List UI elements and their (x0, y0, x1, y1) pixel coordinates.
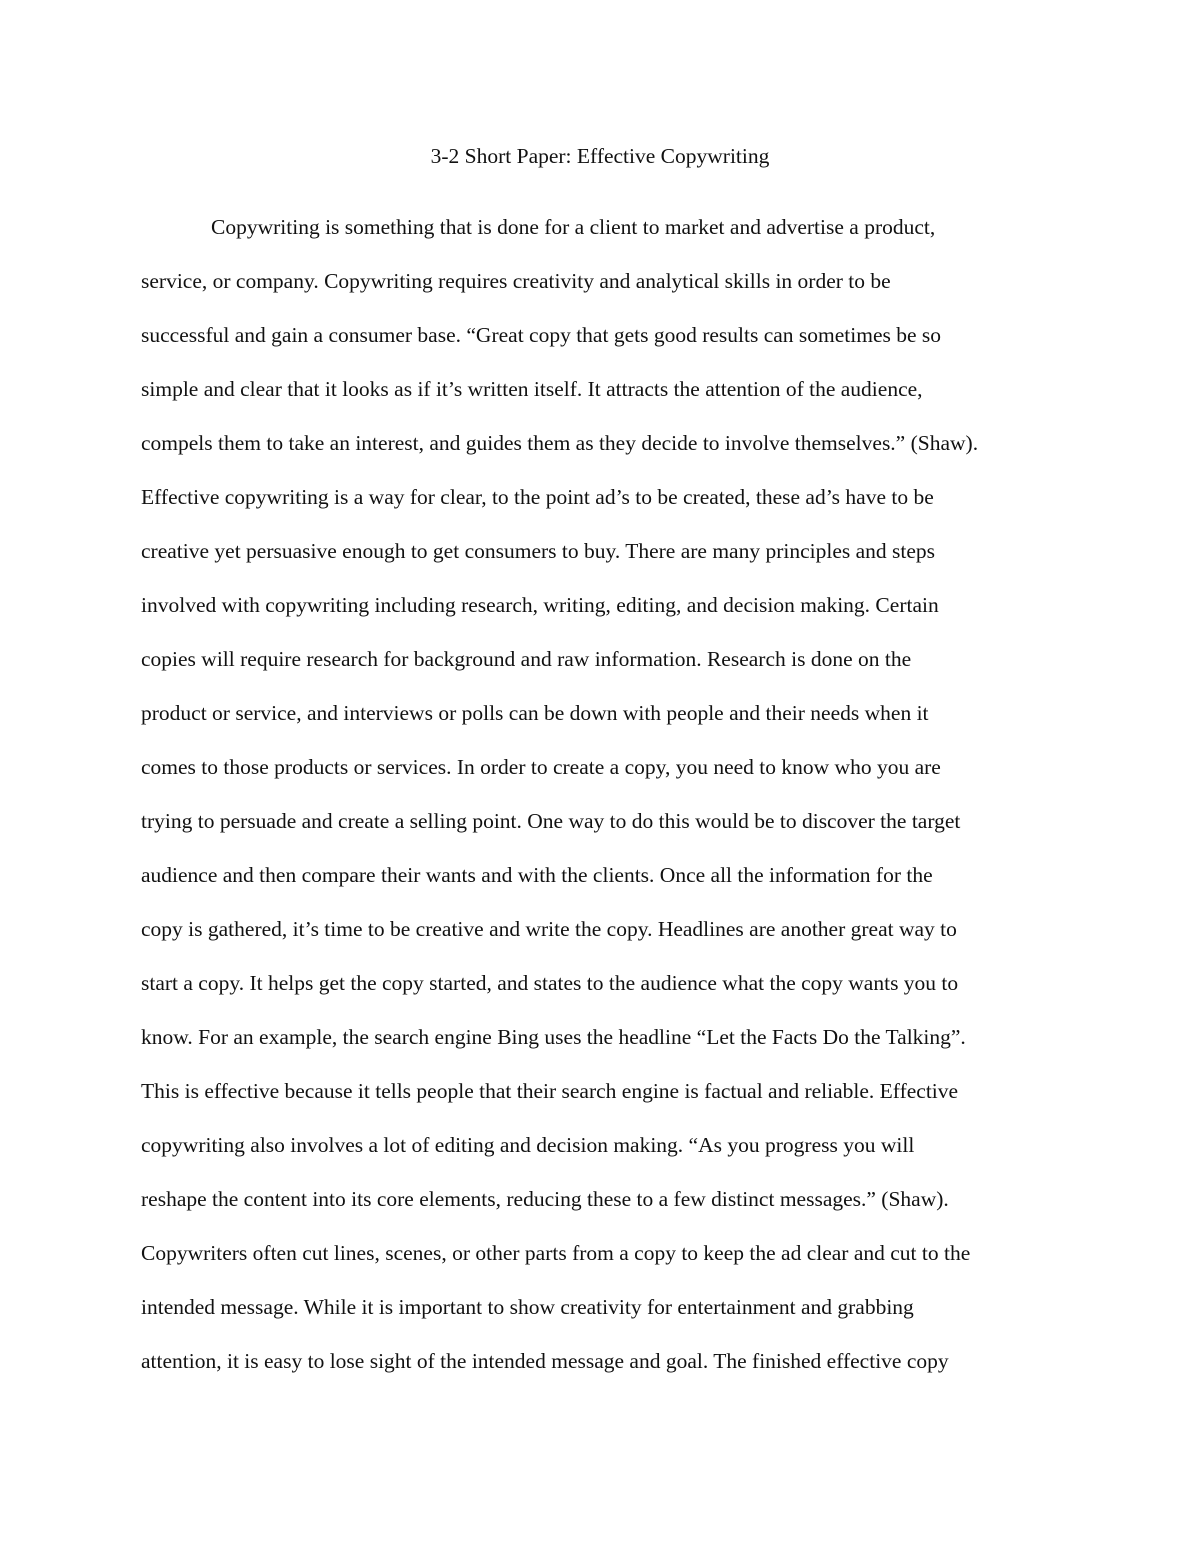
body-line: creative yet persuasive enough to get consumers to buy. There are many principles and steps (141, 539, 936, 563)
body-line: service, or company. Copywriting requires creativity and analytical skills in order to be (141, 269, 891, 293)
body-line: copy is gathered, it’s time to be creative and write the copy. Headlines are another great way to (141, 917, 957, 941)
body-line: intended message. While it is important to show creativity for entertainment and grabbing (141, 1295, 914, 1319)
body-line: Effective copywriting is a way for clear, to the point ad’s to be created, these ad’s have to be (141, 485, 934, 509)
body-line: know. For an example, the search engine Bing uses the headline “Let the Facts Do the Talking”. (141, 1025, 966, 1049)
body-line: product or service, and interviews or polls can be down with people and their needs when it (141, 701, 929, 725)
body-line: This is effective because it tells people that their search engine is factual and reliable. Effective (141, 1079, 959, 1103)
body-line: reshape the content into its core elements, reducing these to a few distinct messages.” (Shaw). (141, 1187, 949, 1211)
body-line: involved with copywriting including research, writing, editing, and decision making. Certain (141, 593, 939, 617)
paper-title: 3-2 Short Paper: Effective Copywriting (430, 144, 770, 168)
body-line: compels them to take an interest, and guides them as they decide to involve themselves.” (Shaw). (141, 431, 979, 455)
body-line: audience and then compare their wants and with the clients. Once all the information for the (141, 863, 933, 887)
body-line: comes to those products or services. In order to create a copy, you need to know who you are (141, 755, 941, 779)
body-line: copies will require research for background and raw information. Research is done on the (141, 647, 912, 671)
body-line: copywriting also involves a lot of editing and decision making. “As you progress you will (141, 1133, 915, 1157)
paper-body (141, 212, 1141, 1400)
body-line: successful and gain a consumer base. “Great copy that gets good results can sometimes be so (141, 323, 942, 347)
body-line: Copywriting is something that is done for a client to market and advertise a product, (211, 215, 936, 239)
body-line: Copywriters often cut lines, scenes, or other parts from a copy to keep the ad clear and cut to the (141, 1241, 971, 1265)
body-line: start a copy. It helps get the copy started, and states to the audience what the copy wants you to (141, 971, 959, 995)
body-line: simple and clear that it looks as if it’s written itself. It attracts the attention of the audience, (141, 377, 923, 401)
body-line: trying to persuade and create a selling point. One way to do this would be to discover the target (141, 809, 961, 833)
body-line: attention, it is easy to lose sight of the intended message and goal. The finished effective copy (141, 1349, 949, 1373)
